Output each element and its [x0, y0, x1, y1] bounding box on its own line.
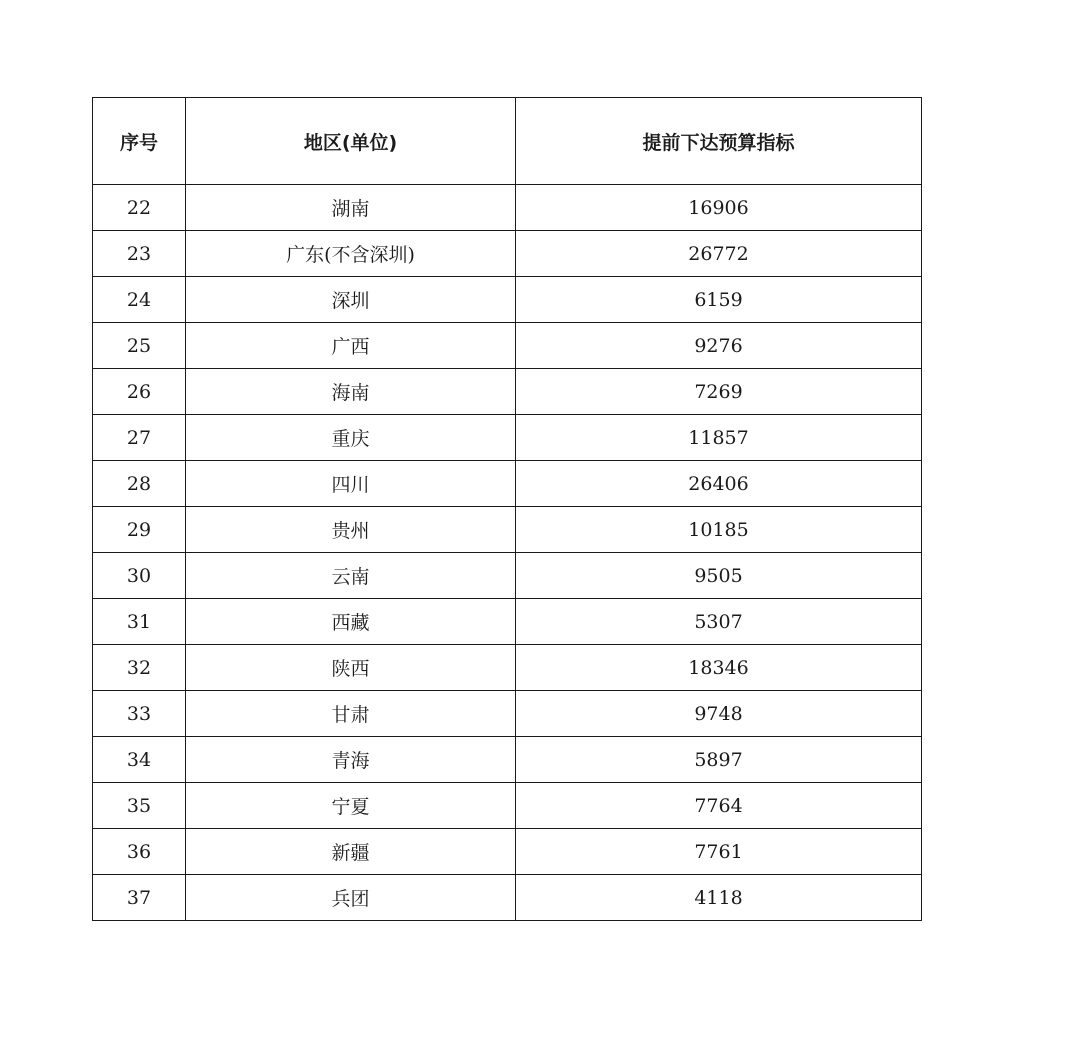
cell-amount: 9276: [516, 323, 922, 369]
cell-amount: 18346: [516, 645, 922, 691]
cell-region: 西藏: [186, 599, 516, 645]
cell-amount: 16906: [516, 185, 922, 231]
cell-no: 26: [93, 369, 186, 415]
cell-amount: 5307: [516, 599, 922, 645]
cell-no: 30: [93, 553, 186, 599]
table-body: [93, 185, 922, 921]
table-row: [93, 691, 922, 737]
table-row: [93, 231, 922, 277]
cell-no: 28: [93, 461, 186, 507]
cell-no: 22: [93, 185, 186, 231]
table-row: [93, 875, 922, 921]
header-no: 序号: [93, 98, 186, 185]
header-region: 地区(单位): [186, 98, 516, 185]
cell-region: 兵团: [186, 875, 516, 921]
cell-region: 青海: [186, 737, 516, 783]
cell-amount: 6159: [516, 277, 922, 323]
table-row: [93, 507, 922, 553]
cell-amount: 10185: [516, 507, 922, 553]
cell-amount: 9748: [516, 691, 922, 737]
table-row: [93, 461, 922, 507]
cell-no: 31: [93, 599, 186, 645]
budget-table: [92, 97, 922, 921]
cell-no: 35: [93, 783, 186, 829]
cell-amount: 11857: [516, 415, 922, 461]
cell-no: 32: [93, 645, 186, 691]
cell-region: 宁夏: [186, 783, 516, 829]
cell-no: 34: [93, 737, 186, 783]
table-row: [93, 369, 922, 415]
cell-region: 重庆: [186, 415, 516, 461]
cell-no: 36: [93, 829, 186, 875]
cell-region: 广东(不含深圳): [186, 231, 516, 277]
cell-region: 深圳: [186, 277, 516, 323]
cell-no: 29: [93, 507, 186, 553]
cell-amount: 7764: [516, 783, 922, 829]
table-row: [93, 783, 922, 829]
cell-region: 贵州: [186, 507, 516, 553]
cell-amount: 4118: [516, 875, 922, 921]
cell-amount: 9505: [516, 553, 922, 599]
table-row: [93, 599, 922, 645]
table-row: [93, 415, 922, 461]
cell-region: 陕西: [186, 645, 516, 691]
cell-region: 云南: [186, 553, 516, 599]
cell-no: 37: [93, 875, 186, 921]
table-row: [93, 185, 922, 231]
cell-no: 25: [93, 323, 186, 369]
header-amount: 提前下达预算指标: [516, 98, 922, 185]
table-row: [93, 277, 922, 323]
cell-region: 四川: [186, 461, 516, 507]
table-row: [93, 737, 922, 783]
cell-no: 33: [93, 691, 186, 737]
table-row: [93, 553, 922, 599]
cell-region: 甘肃: [186, 691, 516, 737]
table-row: [93, 645, 922, 691]
table-row: [93, 323, 922, 369]
cell-region: 新疆: [186, 829, 516, 875]
cell-no: 23: [93, 231, 186, 277]
cell-amount: 5897: [516, 737, 922, 783]
cell-no: 27: [93, 415, 186, 461]
cell-amount: 7761: [516, 829, 922, 875]
cell-amount: 26772: [516, 231, 922, 277]
cell-amount: 7269: [516, 369, 922, 415]
cell-region: 海南: [186, 369, 516, 415]
table-header: [93, 98, 922, 185]
cell-region: 广西: [186, 323, 516, 369]
table-row: [93, 829, 922, 875]
cell-no: 24: [93, 277, 186, 323]
cell-amount: 26406: [516, 461, 922, 507]
header-row: [93, 98, 922, 185]
cell-region: 湖南: [186, 185, 516, 231]
